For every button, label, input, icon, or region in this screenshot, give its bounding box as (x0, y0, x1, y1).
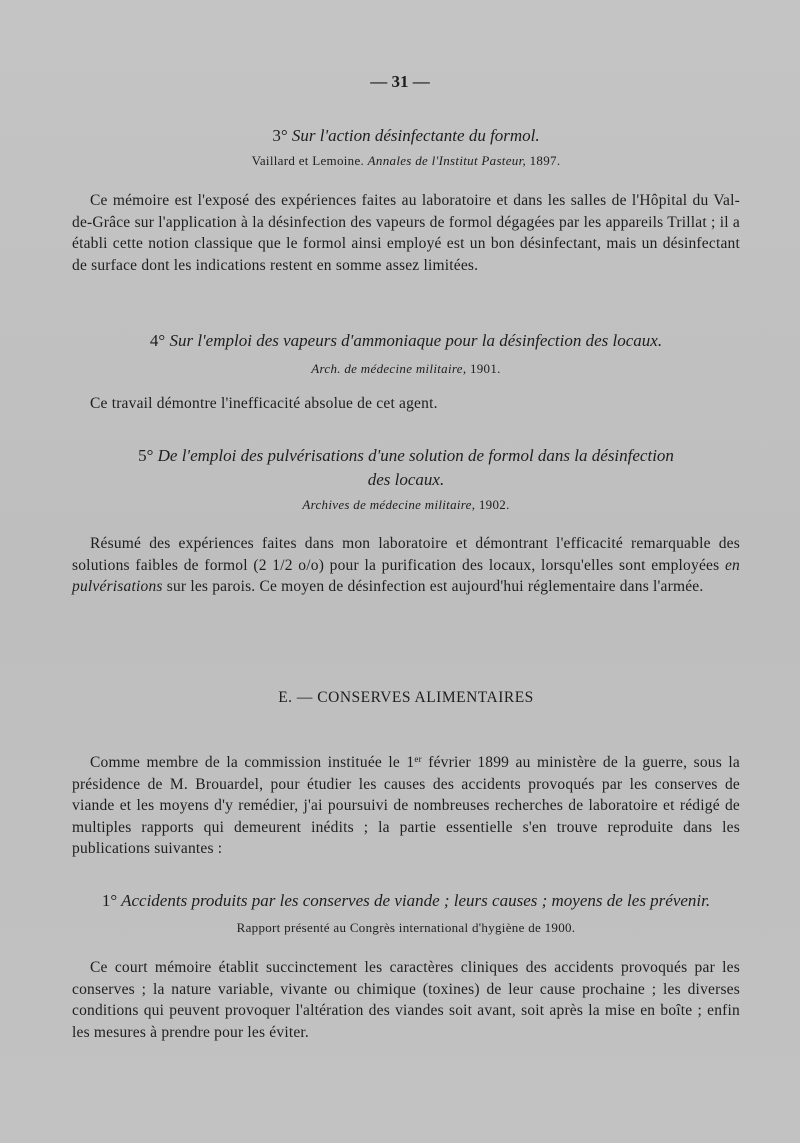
source-year: 1902. (478, 497, 510, 512)
source-journal: Annales de l'Institut Pasteur, (367, 153, 527, 168)
section-3-paragraph: Ce mémoire est l'exposé des expériences faites au laboratoire et dans les salles de l'Hôpital du Val-de-Grâce sur l'application à la désinfection des vapeurs de formol dégagées par les appareils Trillat ; il a établi cette notion classique que le formol ainsi employé est un bon désinfectant, mais un désinfectant de surface dont les indications restent en somme assez limitées. (72, 192, 740, 274)
page-number: — 31 — (370, 72, 430, 91)
section-e-heading: E. — CONSERVES ALIMENTAIRES (278, 689, 534, 706)
source-year: 1897. (529, 153, 561, 168)
section-5-paragraph: Résumé des expériences faites dans mon laboratoire et démontrant l'efficacité remarquable des solutions faibles de formol (2 1/2 o/o) pour la purification des locaux, lorsqu'elles sont employées en pulvérisations sur les parois. Ce moyen de désinfection est aujourd'hui réglementaire dans l'armée. (72, 535, 740, 595)
section-title-text: Sur l'action désinfectante du formol. (291, 126, 540, 145)
source-journal: Archives de médecine militaire, (302, 497, 476, 512)
section-title-text: Sur l'emploi des vapeurs d'ammoniaque pour la désinfection des locaux. (169, 331, 663, 350)
section-title-text: Accidents produits par les conserves de viande ; leurs causes ; moyens de les prévenir. (121, 891, 711, 910)
source-year: 1901. (469, 361, 501, 376)
section-title-line1: De l'emploi des pulvérisations d'une solution de formol dans la désinfection (157, 446, 674, 465)
section-e1-paragraph: Ce court mémoire établit succinctement les caractères cliniques des accidents provoqués par les conserves ; la nature variable, vivante ou chimique (toxines) de leur cause prochaine ; les diverses conditions qui peuvent provoquer l'altération des viandes soit avant, soit après la mise en boîte ; enfin les mesures à prendre pour les éviter. (72, 959, 740, 1041)
section-4-paragraph: Ce travail démontre l'inefficacité absolue de cet agent. (90, 395, 438, 412)
section-e1-title (72, 889, 740, 913)
emphasis: en pulvérisations (72, 556, 740, 595)
section-title-line2: des locaux. (367, 470, 445, 489)
section-3-source (72, 152, 740, 170)
source-journal: Arch. de médecine militaire, (311, 361, 467, 376)
section-5-source (72, 496, 740, 514)
section-number: 5° (138, 446, 154, 465)
section-4-title (72, 329, 740, 353)
superscript: er (414, 754, 422, 764)
section-number: 4° (149, 331, 166, 350)
section-number: 3° (272, 126, 288, 145)
section-3-title (72, 124, 740, 148)
section-e1-source: Rapport présenté au Congrès international d'hygiène de 1900. (236, 920, 576, 935)
section-e-intro: Comme membre de la commission instituée le 1er février 1899 au ministère de la guerre, sous la présidence de M. Brouardel, pour étudier les causes des accidents provoqués par les conserves de viande et les moyens d'y remédier, j'ai poursuivi de nombreuses recherches de laboratoire et rédigé de multiples rapports qui demeurent inédits ; la partie essentielle s'en trouve reproduite dans les publications suivantes : (72, 754, 740, 857)
section-number: 1° (101, 891, 118, 910)
source-authors: Vaillard et Lemoine. (251, 153, 365, 168)
section-4-source (72, 360, 740, 378)
section-5-title (72, 444, 740, 492)
